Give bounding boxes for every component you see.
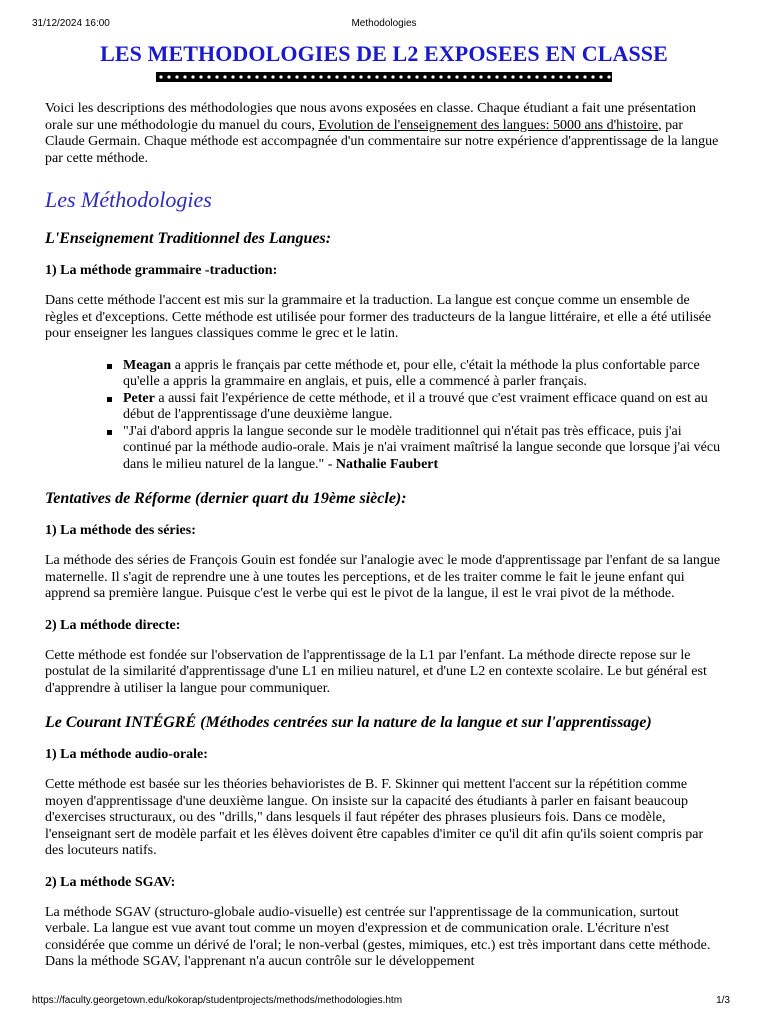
list-item bbox=[123, 391, 723, 424]
book-title-link[interactable]: Evolution de l'enseignement des langues: 5000 ans d'histoire bbox=[318, 117, 659, 133]
section-title: Les Méthodologies bbox=[45, 187, 212, 212]
method-text-grammar-translation: Dans cette méthode l'accent est mis sur la grammaire et la traduction. La langue est conçue comme un ensemble de règles et d'exceptions. Cette méthode est utilisée pour former des traducteurs de la langue littéraire, et elle a été utilisée pour enseigner les langues classiques comme le grec et le latin. bbox=[45, 293, 712, 341]
intro-paragraph bbox=[45, 101, 723, 167]
method-heading-audio-oral: 1) La méthode audio-orale: bbox=[45, 747, 208, 762]
page-number: 1/3 bbox=[716, 995, 730, 1006]
intro-text-before: Voici les descriptions des méthodologies que nous avons exposées en classe. Chaque étudiant a fait une présentation orale sur une méthodologie du manuel du cours, bbox=[45, 101, 696, 133]
student-comments-list bbox=[45, 358, 723, 474]
method-text-direct: Cette méthode est fondée sur l'observation de l'apprentissage de la L1 par l'enfant. La méthode directe repose sur le postulat de la similarité d'apprentissage d'une L1 en milieu naturel, et d'une L2 en contexte scolaire. Le but général est d'apprendre à utiliser la langue pour communiquer. bbox=[45, 647, 707, 696]
print-header bbox=[32, 18, 736, 32]
era-heading-traditional: L'Enseignement Traditionnel des Langues: bbox=[45, 230, 332, 247]
print-page-title: Methodologies bbox=[351, 18, 417, 29]
method-text-series: La méthode des séries de François Gouin est fondée sur l'analogie avec le mode d'apprentissage par l'enfant de sa langue maternelle. Il s'agit de reprendre une à une toutes les perceptions, et de les traiter comme le fait le jeune enfant qui apprend sa première langue. Puisque c'est le verbe qui est le pivot de la langue, il est le vrai pivot de la méthode. bbox=[45, 553, 721, 601]
comment-text: a appris le français par cette méthode et, pour elle, c'était la méthode la plus confortable parce qu'elle a appris la grammaire en anglais, et puis, elle a commencé à parler français. bbox=[123, 357, 700, 389]
list-item bbox=[123, 358, 723, 391]
method-heading-direct: 2) La méthode directe: bbox=[45, 617, 181, 633]
student-name: Nathalie Faubert bbox=[335, 456, 439, 472]
print-footer bbox=[32, 995, 736, 1009]
page-title: LES METHODOLOGIES DE L2 EXPOSEES EN CLASSE bbox=[100, 41, 668, 66]
method-text-audio-oral: Cette méthode est basée sur les théories behavioristes de B. F. Skinner qui mettent l'accent sur la répétition comme moyen d'apprentissage d'une deuxième langue. On insiste sur la capacité des étudiants à parler en faisant beaucoup d'exercises structuraux, ou des "drills," dans lesquels il faut répéter des phrases plusieurs fois. Dans ce modèle, l'enseignant sert de modèle parfait et les élèves doivent être capables d'imiter ce qu'il dit afin qu'ils soient compris par des locuteurs natifs. bbox=[45, 777, 704, 858]
comment-text: a aussi fait l'expérience de cette méthode, et il a trouvé que c'est vraiment efficace quand on est au début de l'apprentissage d'une deuxième langue. bbox=[123, 390, 708, 422]
method-text-sgav: La méthode SGAV (structuro-globale audio-visuelle) est centrée sur l'apprentissage de la communication, surtout verbale. La langue est vue avant tout comme un moyen d'expression et de communication orale. L'écriture n'est considérée que comme un dérivé de l'oral; le non-verbal (gestes, mimiques, etc.) est très important dans cette méthode. Dans la méthode SGAV, l'apprenant n'a aucun contrôle sur le développement bbox=[45, 904, 711, 969]
print-date: 31/12/2024 16:00 bbox=[32, 18, 110, 29]
student-name: Peter bbox=[123, 390, 155, 406]
comment-quote: "J'ai d'abord appris la langue seconde sur le modèle traditionnel qui n'était pas très efficace, puis j'ai continué par la méthode audio-orale. Mais je n'ai vraiment maîtrisé la langue seconde que lorsque j'ai vécu dans le milieu naturel de la langue." - bbox=[123, 423, 721, 472]
method-heading-sgav: 2) La méthode SGAV: bbox=[45, 874, 176, 890]
method-heading-grammar-translation: 1) La méthode grammaire -traduction: bbox=[45, 263, 278, 278]
intro-text-after: , par Claude Germain. Chaque méthode est accompagnée d'un commentaire sur notre expérience d'apprentissage de la langue par cette méthode. bbox=[45, 117, 719, 166]
method-heading-series: 1) La méthode des séries: bbox=[45, 523, 196, 538]
student-name: Meagan bbox=[123, 357, 172, 373]
document-body bbox=[45, 40, 723, 971]
era-heading-reform: Tentatives de Réforme (dernier quart du 19ème siècle): bbox=[45, 490, 407, 507]
era-heading-integrated: Le Courant INTÉGRÉ (Méthodes centrées sur la nature de la langue et sur l'apprentissage) bbox=[45, 714, 652, 731]
page-url: https://faculty.georgetown.edu/kokorap/studentprojects/methods/methodologies.htm bbox=[32, 995, 403, 1006]
decorative-divider bbox=[156, 72, 612, 82]
list-item bbox=[123, 424, 723, 474]
